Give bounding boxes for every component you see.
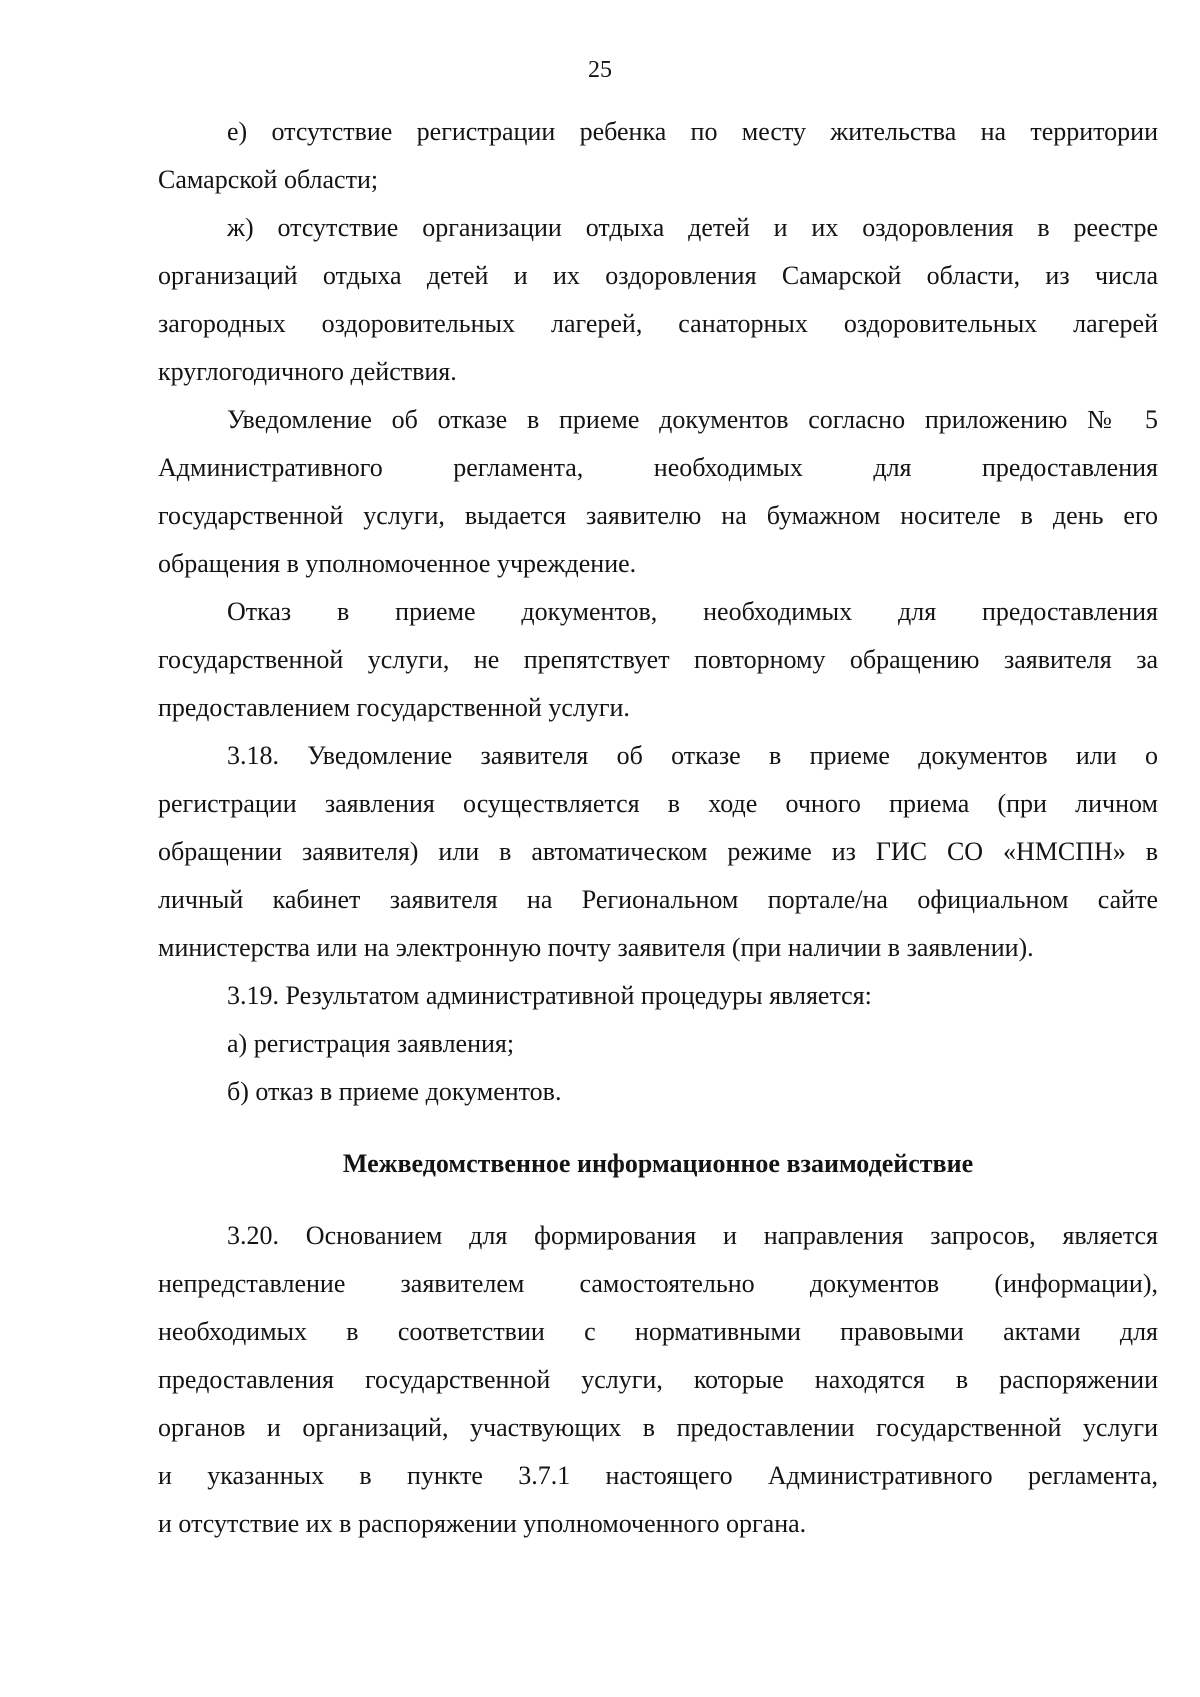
paragraph-line: Отказ в приеме документов, необходимых для предоставления — [227, 597, 1158, 626]
paragraph-p-3-20 — [158, 1212, 1158, 1548]
paragraph-line: обращении заявителя) или в автоматическом режиме из ГИС СО «НМСПН» в — [158, 837, 1158, 866]
paragraph-line: министерства или на электронную почту заявителя (при наличии в заявлении). — [158, 933, 1034, 962]
paragraph-refusal — [158, 588, 1158, 732]
paragraph-line: Административного регламента, необходимых для предоставления — [158, 453, 1158, 482]
paragraphs-bottom — [158, 1212, 1158, 1548]
paragraph-line: и отсутствие их в распоряжении уполномоченного органа. — [158, 1509, 807, 1538]
paragraph-item-a — [158, 1020, 1158, 1068]
paragraph-line: б) отказ в приеме документов. — [227, 1077, 562, 1106]
paragraph-line: круглогодичного действия. — [158, 357, 457, 386]
paragraph-line: обращения в уполномоченное учреждение. — [158, 549, 637, 578]
paragraph-item-e — [158, 108, 1158, 204]
paragraph-line: и указанных в пункте 3.7.1 настоящего Административного регламента, — [158, 1461, 1158, 1490]
paragraph-item-zh — [158, 204, 1158, 396]
paragraph-item-b — [158, 1068, 1158, 1116]
paragraph-line: ж) отсутствие организации отдыха детей и их оздоровления в реестре — [227, 213, 1158, 242]
section-heading: Межведомственное информационное взаимодействие — [342, 1149, 974, 1178]
paragraph-notice — [158, 396, 1158, 588]
paragraph-line: 3.20. Основанием для формирования и направления запросов, является — [227, 1221, 1158, 1250]
paragraph-line: е) отсутствие регистрации ребенка по месту жительства на территории — [227, 117, 1158, 146]
paragraph-line: 3.18. Уведомление заявителя об отказе в приеме документов или о — [227, 741, 1158, 770]
spacer — [158, 1188, 1158, 1212]
document-body — [158, 108, 1158, 1548]
paragraph-line: Уведомление об отказе в приеме документов согласно приложению № 5 — [227, 405, 1158, 434]
paragraph-line: организаций отдыха детей и их оздоровления Самарской области, из числа — [158, 261, 1158, 290]
paragraph-p-3-18 — [158, 732, 1158, 972]
paragraph-line: регистрации заявления осуществляется в ходе очного приема (при личном — [158, 789, 1158, 818]
paragraph-line: органов и организаций, участвующих в предоставлении государственной услуги — [158, 1413, 1158, 1442]
paragraph-line: Самарской области; — [158, 165, 379, 194]
paragraph-line: загородных оздоровительных лагерей, санаторных оздоровительных лагерей — [158, 309, 1158, 338]
paragraph-p-3-19 — [158, 972, 1158, 1020]
page-number: 25 — [588, 57, 612, 83]
paragraph-line: предоставления государственной услуги, которые находятся в распоряжении — [158, 1365, 1158, 1394]
paragraph-line: государственной услуги, не препятствует повторному обращению заявителя за — [158, 645, 1158, 674]
paragraph-line: непредставление заявителем самостоятельно документов (информации), — [158, 1269, 1158, 1298]
paragraph-line: предоставлением государственной услуги. — [158, 693, 630, 722]
paragraph-line: необходимых в соответствии с нормативными правовыми актами для — [158, 1317, 1158, 1346]
paragraphs-top — [158, 108, 1158, 1116]
paragraph-line: 3.19. Результатом административной процедуры является: — [227, 981, 872, 1010]
paragraph-line: государственной услуги, выдается заявителю на бумажном носителе в день его — [158, 501, 1158, 530]
paragraph-line: а) регистрация заявления; — [227, 1029, 515, 1058]
spacer — [158, 1116, 1158, 1140]
paragraph-line: личный кабинет заявителя на Региональном портале/на официальном сайте — [158, 885, 1158, 914]
